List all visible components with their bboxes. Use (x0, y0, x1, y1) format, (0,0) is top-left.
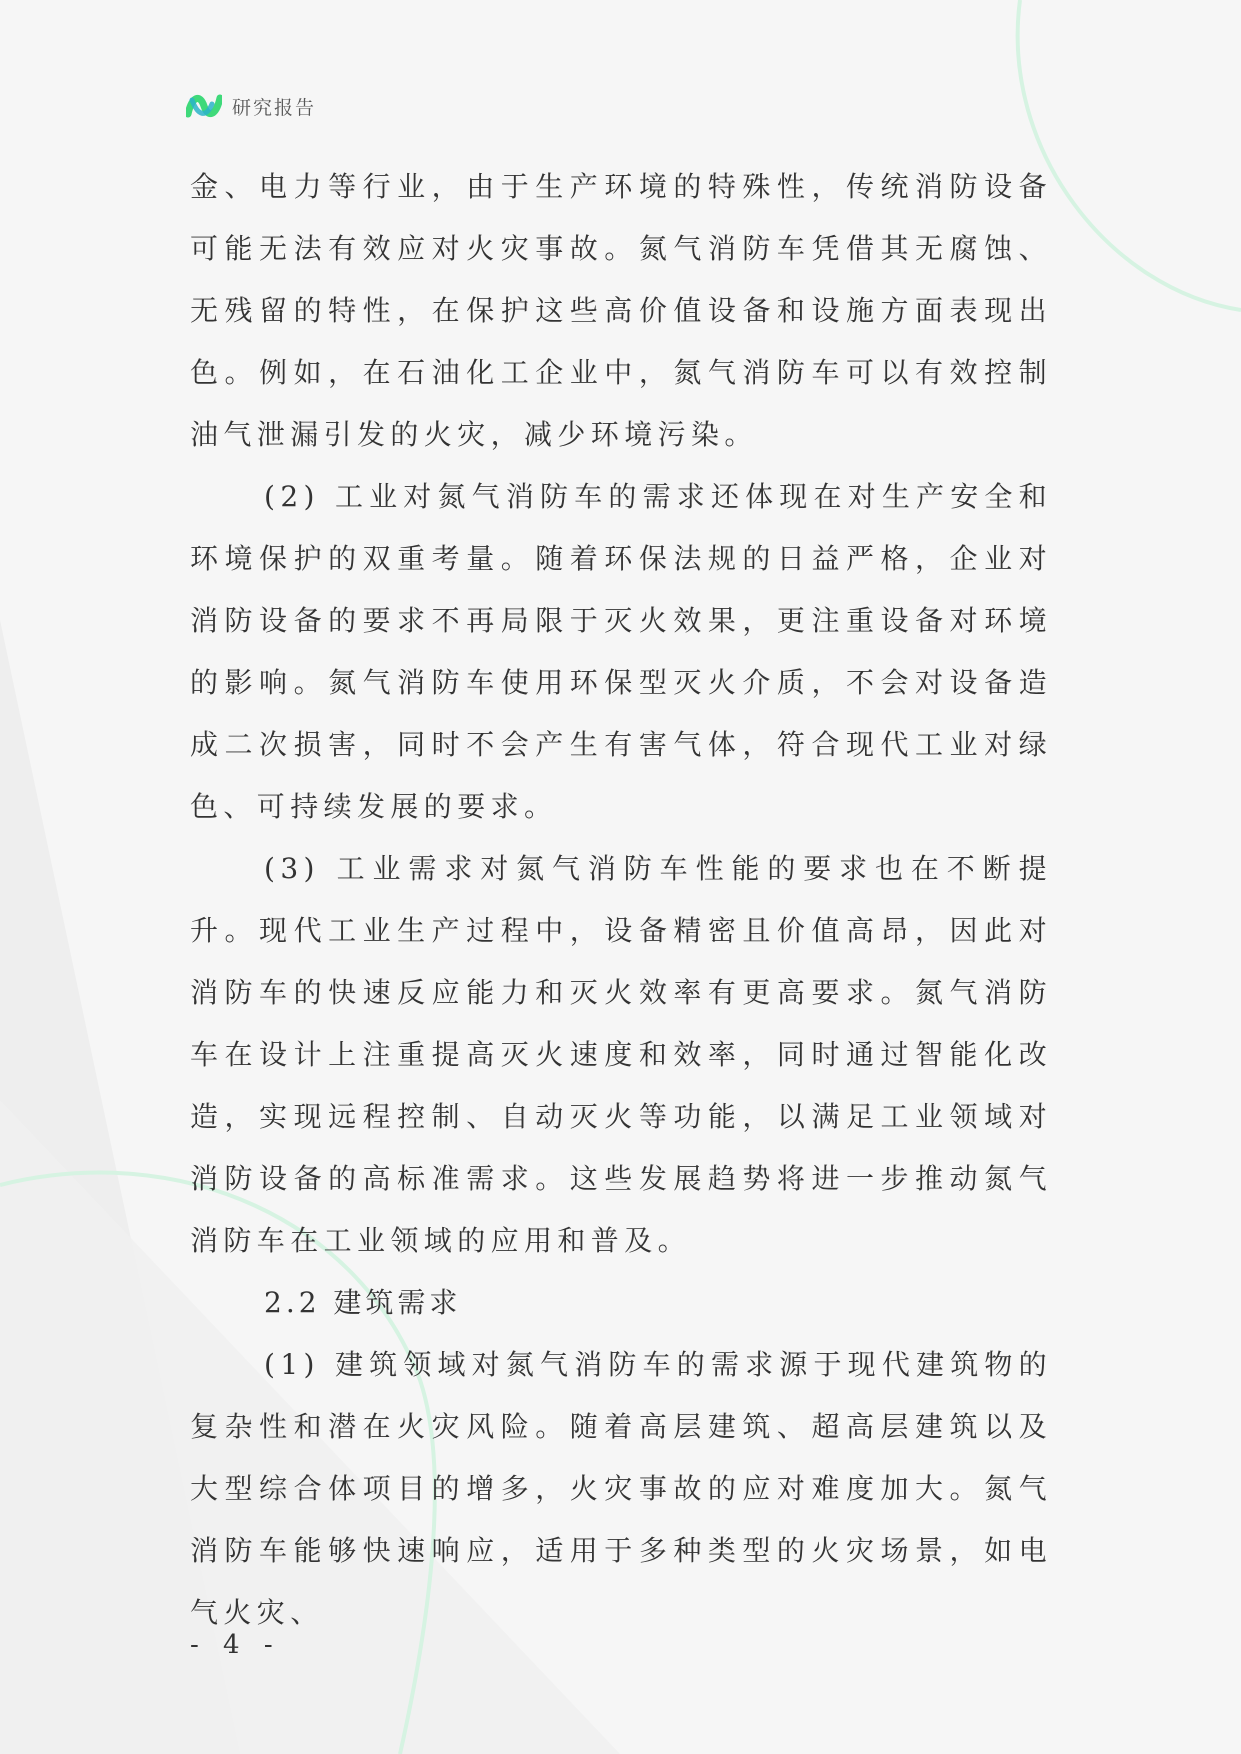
paragraph-industry-2: (2) 工业对氮气消防车的需求还体现在对生产安全和环境保护的双重考量。随着环保法规的日益严格，企业对消防设备的要求不再局限于灭火效果，更注重设备对环境的影响。氮气消防车使用环保型灭火介质，不会对设备造成二次损害，同时不会产生有害气体，符合现代工业对绿色、可持续发展的要求。 (190, 480, 1052, 823)
paragraph-continuation: 金、电力等行业，由于生产环境的特殊性，传统消防设备可能无法有效应对火灾事故。氮气消防车凭借其无腐蚀、无残留的特性，在保护这些高价值设备和设施方面表现出色。例如，在石油化工企业中，氮气消防车可以有效控制油气泄漏引发的火灾，减少环境污染。 (190, 170, 1052, 451)
document-body (190, 156, 1052, 1644)
logo-icon (186, 90, 222, 122)
header-title: 研究报告 (232, 96, 317, 119)
paragraph-industry-3: (3) 工业需求对氮气消防车性能的要求也在不断提升。现代工业生产过程中，设备精密且价值高昂，因此对消防车的快速反应能力和灭火效率有更高要求。氮气消防车在设计上注重提高灭火速度和效率，同时通过智能化改造，实现远程控制、自动灭火等功能，以满足工业领域对消防设备的高标准需求。这些发展趋势将进一步推动氮气消防车在工业领域的应用和普及。 (190, 852, 1052, 1257)
page-header (186, 88, 316, 124)
section-heading: 2.2 建筑需求 (264, 1286, 462, 1319)
page-number: - 4 - (190, 1630, 281, 1660)
paragraph-building-1: (1) 建筑领域对氮气消防车的需求源于现代建筑物的复杂性和潜在火灾风险。随着高层建筑、超高层建筑以及大型综合体项目的增多，火灾事故的应对难度加大。氮气消防车能够快速响应，适用于多种类型的火灾场景，如电气火灾、 (190, 1348, 1052, 1629)
